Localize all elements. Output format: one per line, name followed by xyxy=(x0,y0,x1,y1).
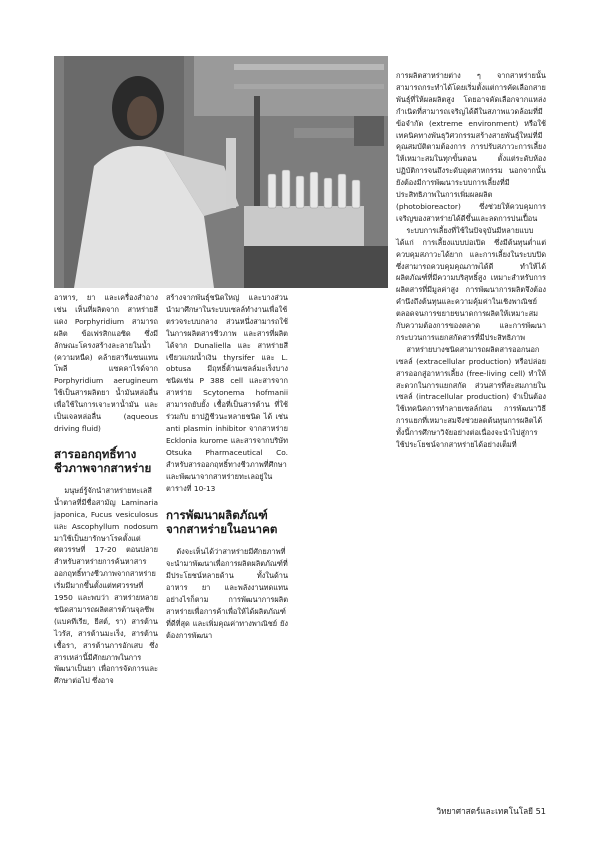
paragraph: สาหร่ายบางชนิดสามารถผลิตสารออกนอกเซลล์ (extracellular production) หรือปล่อยสารออกสู่อาหารเลี้ยง (free-living cell) ทำให้สะดวกในการแยกสกัด ส่วนสารที่สะสมภายในเซลล์ (intracellular production) จำเป็นต้องใช้เทคนิคการทำลายเซลล์ก่อน การพัฒนาวิธีการแยกที่เหมาะสมจึงช่วยลดต้นทุนการผลิตได้ ทั้งนี้การศึกษาวิจัยอย่างต่อเนื่องจะนำไปสู่การใช้ประโยชน์จากสาหร่ายได้อย่างเต็มที่ xyxy=(396,344,546,450)
paragraph: สร้างจากพันธุ์ชนิดใหญ่ และบางส่วนนำมาศึกษาในระบบเซลล์ทำงานเพื่อใช้ตรวจระบบกลาง ส่วนหนึ่งสามารถใช้ในการผลิตสารชีวภาพ และสารที่ผลิตได้จาก Dunaliella และ สาหร่ายสีเขียวแกมน้ำเงิน thyrsifer และ L. obtusa มีฤทธิ์ต้านเซลล์มะเร็งบางชนิดเช่น P 388 cell และสารจากสาหร่าย Scytonema hofmanii สามารถยับยั้ง เชื้อที่เป็นสารต้าน ที่ใช้ร่วมกับ ยาปฏิชีวนะหลายชนิด ได้ เช่น anti plasmin inhibitor จากสาหร่าย Ecklonia kurome และสารจากบริษัท Otsuka Pharmaceutical Co. สำหรับสารออกฤทธิ์ทางชีวภาพที่ศึกษาและพัฒนาจากสาหร่ายทะเลอยู่ในตารางที่ 10-13 xyxy=(166,293,288,493)
text-column-middle xyxy=(166,292,288,642)
paragraph: การผลิตสาหร่ายต่าง ๆ จากสาหร่ายนั้น สามารถกระทำได้โดยเริ่มตั้งแต่การคัดเลือกสายพันธุ์ที่ให้ผลผลิตสูง โดยอาจคัดเลือกจากแหล่งกำเนิดที่สามารถเจริญได้ดีในสภาพแวดล้อมที่มีข้อจำกัด (extreme environment) หรือใช้เทคนิคทางพันธุวิศวกรรมสร้างสายพันธุ์ใหม่ที่มีคุณสมบัติตามต้องการ การปรับสภาวะการเลี้ยงให้เหมาะสมในทุกขั้นตอน ตั้งแต่ระดับห้องปฏิบัติการจนถึงระดับอุตสาหกรรม นอกจากนั้นยังต้องมีการพัฒนาระบบการเลี้ยงที่มีประสิทธิภาพในการเพิ่มผลผลิต (photobioreactor) ซึ่งช่วยให้ควบคุมการเจริญของสาหร่ายได้ดีขึ้นและลดการปนเปื้อน xyxy=(396,71,546,223)
section-heading-bioactive: สารออกฤทธิ์ทางชีวภาพจากสาหร่าย xyxy=(54,446,152,475)
page-footer: วิทยาศาสตร์และเทคโนโลยี 51 xyxy=(436,806,546,816)
lab-scene-illustration xyxy=(54,56,388,288)
paragraph: ดังจะเห็นได้ว่าสาหร่ายมีศักยภาพที่จะนำมาพัฒนาเพื่อการผลิตผลิตภัณฑ์ที่มีประโยชน์หลายด้าน ทั้งในด้านอาหาร ยา และพลังงานทดแทน อย่างไรก็ตาม การพัฒนาการผลิตสาหร่ายเพื่อการค้าเพื่อให้ได้ผลิตภัณฑ์ที่ดีที่สุด และเพิ่มคุณค่าทางพาณิชย์ ยังต้องการพัฒนา xyxy=(166,547,288,640)
paragraph: ระบบการเลี้ยงที่ใช้ในปัจจุบันมีหลายแบบ ได้แก่ การเลี้ยงแบบบ่อเปิด ซึ่งมีต้นทุนต่ำแต่ควบคุมสภาวะได้ยาก และการเลี้ยงในระบบปิด ซึ่งสามารถควบคุมคุณภาพได้ดี ทำให้ได้ผลิตภัณฑ์ที่มีความบริสุทธิ์สูง เหมาะสำหรับการผลิตสารที่มีมูลค่าสูง การพัฒนาการผลิตจึงต้องคำนึงถึงต้นทุนและความคุ้มค่าในเชิงพาณิชย์ ตลอดจนการขยายขนาดการผลิตให้เหมาะสมกับความต้องการของตลาด และการพัฒนากระบวนการแยกสกัดสารที่มีประสิทธิภาพ xyxy=(396,225,546,342)
paragraph: มนุษย์รู้จักนำสาหร่ายทะเลสีน้ำตาลที่มีชื่อสามัญ Laminaria japonica, Fucus vesiculosus และ Ascophyllum nodosum มาใช้เป็นยารักษาโรคตั้งแต่ศตวรรษที่ 17-20 ตอนปลาย สำหรับสาหร่ายการค้นหาสารออกฤทธิ์ทางชีวภาพจากสาหร่ายเริ่มมีมากขึ้นตั้งแต่ทศวรรษที่ 1950 และพบว่า สาหร่ายหลายชนิดสามารถผลิตสารต้านจุลชีพ (แบคทีเรีย, ยีสต์, รา) สารต้านไวรัส, สารต้านมะเร็ง, สารต้านเชื้อรา, สารต้านการอักเสบ ซึ่งสารเหล่านี้มีศักยภาพในการพัฒนาเป็นยา เพื่อการจัดการและศึกษาต่อไป ซึ่งอาจ xyxy=(54,485,158,686)
text-column-right xyxy=(396,70,546,451)
section-heading-future: การพัฒนาผลิตภัณฑ์จากสาหร่ายในอนาคต xyxy=(166,508,278,537)
paragraph: อาหาร, ยา และเครื่องสำอาง เช่น เห็นที่ผลิตจาก สาหร่ายสีแดง Porphyridium สามารถผลิต ข้อเฟรสิกแอซิด ซึ่งมีลักษณะโครงสร้างละลายในน้ำ (ความหนืด) คล้ายสารีแซนแทน โพลี แซคคาไรด์จาก Porphyridium aerugineum ใช้เป็นสารผลิตยา น้ำมันหล่อลื่น เพื่อใช้ในการเจาะหาน้ำมัน และเป็นเจลหล่อลื่น (aqueous driving fluid) xyxy=(54,293,158,433)
text-column-left xyxy=(54,292,158,687)
lab-photo xyxy=(54,56,388,288)
